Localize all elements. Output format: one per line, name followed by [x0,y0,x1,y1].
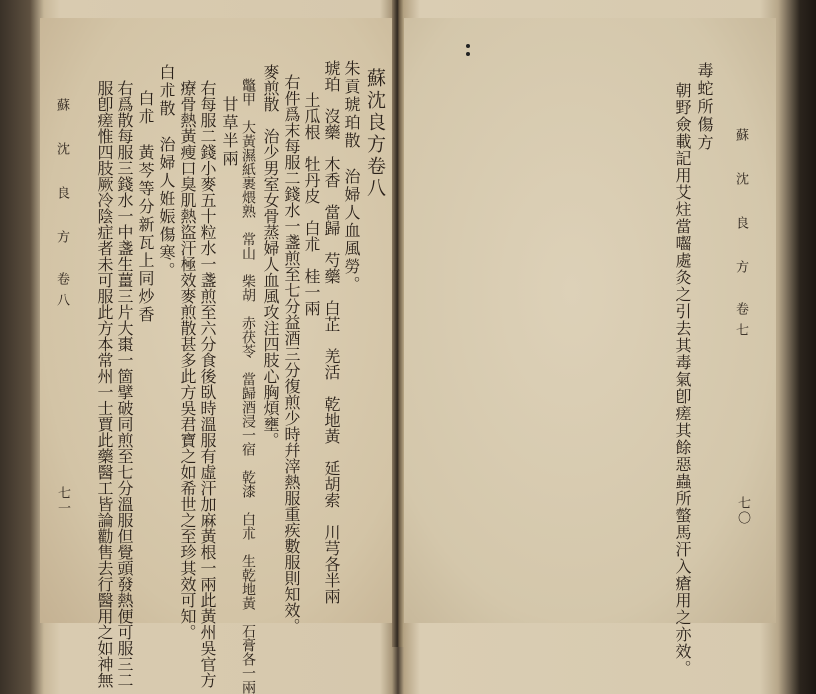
text-column: 服卽瘥惟四肢厥冷陰症者未可服此方本常州一士賈此藥醫工皆論勸售去行醫用之如神無 [95,80,114,688]
left-page [40,18,392,694]
right-running-head: 蘇 沈 良 方 卷七 [733,128,748,344]
section-title: 毒蛇所傷方 [695,62,714,152]
text-column: 右爲散每服三錢水一中盞生薑三片大棗一箇擘破同煎至七分溫服但覺頭發熱便可服三二 [115,80,134,688]
text-column: 朝野僉載記用艾炷當囓處灸之引去其毒氣卽瘥其餘惡蟲所螫馬汗入瘡用之亦效。 [673,82,692,677]
text-column: 朱貢琥珀散 治婦人血風勞。 [342,60,361,294]
right-page-number: 七〇 [735,496,750,526]
text-column: 右每服二錢小麥五十粒水一盞煎至六分食後臥時溫服有虛汗加麻黃根一兩此黃州吳官方 [198,80,217,688]
text-column: 琥珀 沒藥 木香 當歸 芍藥 白芷 羌活 乾地黃 延胡索 川芎各半兩 [322,60,341,604]
chapter-title: 蘇沈良方卷八 [364,68,386,200]
left-running-head: 蘇 沈 良 方 卷八 [54,98,69,314]
text-column: 療骨熱黃瘦口臭肌熱盜汗極效麥煎散甚多此方吳君寶之如希世之至珍其效可知。 [178,80,197,640]
text-column: 土瓜根 牡丹皮 白朮 桂一兩 [302,60,321,316]
book-spine [392,0,404,647]
right-page [404,18,776,677]
text-column: 鼈甲 大黃濕紙裹煨熟 常山 柴胡 赤茯苓 當歸酒浸一宿 乾漆 白朮 生乾地黃 石膏各一兩 [240,64,256,694]
text-column: 右件爲末每服二錢水一盞煎至七分益酒三分復煎少時幷滓熱服重疾數服則知效。 [282,74,301,634]
text-column: 麥煎散 治少男室女骨蒸婦人血風攻注四肢心胸煩壅。 [261,64,280,448]
ink-marks [466,40,470,60]
text-column: 白朮散 治婦人姙娠傷寒。 [157,64,176,280]
text-column: 甘草半兩 [220,78,239,168]
left-page-number: 七一 [55,486,70,516]
text-column: 白朮 黃芩等分新瓦上同炒香 [136,72,155,324]
